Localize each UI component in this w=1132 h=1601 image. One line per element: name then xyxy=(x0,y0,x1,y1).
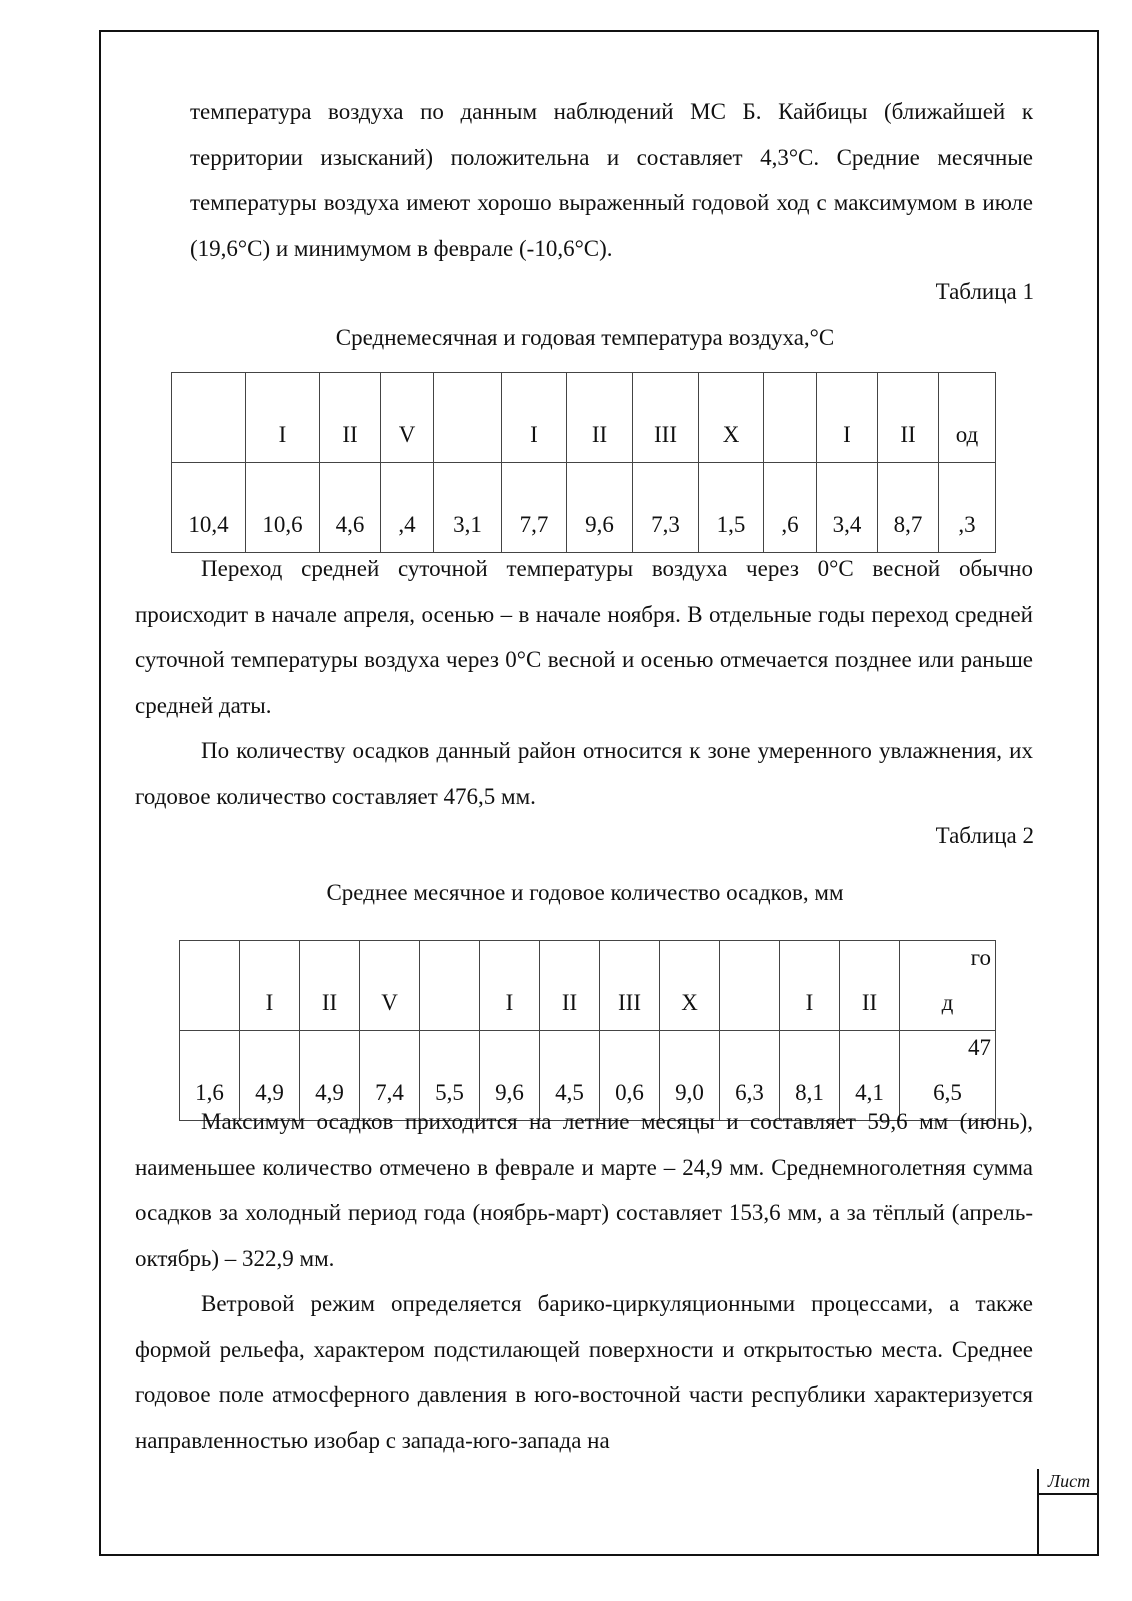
table-cell: 7,7 xyxy=(502,463,567,553)
table-cell: 4,6 xyxy=(320,463,381,553)
table2-label: Таблица 2 xyxy=(935,823,1034,848)
table-cell: III xyxy=(600,941,660,1031)
table-cell: X xyxy=(660,941,720,1031)
table-cell: I xyxy=(480,941,540,1031)
table-cell: I xyxy=(246,373,320,463)
table-cell: ,6 xyxy=(764,463,817,553)
table-cell: 4,9 xyxy=(300,1031,360,1121)
table-cell: 0,6 xyxy=(600,1031,660,1121)
table-cell: 10,6 xyxy=(246,463,320,553)
sheet-label: Лист xyxy=(1039,1469,1099,1495)
table-cell: 4,5 xyxy=(540,1031,600,1121)
table-cell: II xyxy=(300,941,360,1031)
precipitation-table xyxy=(179,940,996,1121)
table1-caption: Среднемесячная и годовая температура воздуха,°С xyxy=(335,325,835,350)
table-cell: 9,6 xyxy=(567,463,633,553)
table-cell: II xyxy=(540,941,600,1031)
table-cell-text: 6,5 xyxy=(933,1080,962,1105)
table-cell: 4,1 xyxy=(840,1031,900,1121)
paragraph-precipitation-details: Максимум осадков приходится на летние месяцы и составляет 59,6 мм (июнь), наименьшее количество отмечено в феврале и марте – 24,9 мм. Среднемноголетняя сумма осадков за холодный период года (ноябрь-март) составляет 153,6 мм, а за тёплый (апрель-октябрь) – 322,9 мм. xyxy=(135,1109,1033,1271)
table-cell: II xyxy=(840,941,900,1031)
table-cell: II xyxy=(878,373,939,463)
table-cell: ,3 xyxy=(939,463,996,553)
table-cell: 5,5 xyxy=(420,1031,480,1121)
table-cell xyxy=(172,373,246,463)
paragraph-wind-regime: Ветровой режим определяется барико-циркуляционными процессами, а также формой рельефа, характером подстилающей поверхности и открытостью места. Среднее годовое поле атмосферного давления в юго-восточной части республики характеризуется направленностью изобар с запада-юго-запада на xyxy=(135,1291,1033,1453)
table-header-row xyxy=(180,941,996,1031)
table-cell: 7,4 xyxy=(360,1031,420,1121)
table-header-row xyxy=(172,373,996,463)
table1-label: Таблица 1 xyxy=(935,279,1034,304)
table-cell: I xyxy=(240,941,300,1031)
table-cell: 9,0 xyxy=(660,1031,720,1121)
table-cell-annual-header xyxy=(900,941,996,1031)
table-cell: 6,3 xyxy=(720,1031,780,1121)
table-cell: 3,4 xyxy=(817,463,878,553)
sheet-number-stamp xyxy=(1037,1469,1099,1556)
table-values-row xyxy=(172,463,996,553)
table-cell: 1,5 xyxy=(699,463,764,553)
table-cell: 7,3 xyxy=(633,463,699,553)
table-cell: V xyxy=(381,373,434,463)
table-cell: 8,1 xyxy=(780,1031,840,1121)
table-cell: 8,7 xyxy=(878,463,939,553)
table-cell: 1,6 xyxy=(180,1031,240,1121)
table-cell-top-text: 47 xyxy=(968,1035,991,1060)
paragraph-air-temperature: температура воздуха по данным наблюдений МС Б. Кайбицы (ближайшей к территории изысканий) положительна и составляет 4,3°С. Средние месячные температуры воздуха имеют хорошо выраженный годовой ход с максимумом в июле (19,6°С) и минимумом в феврале (-10,6°С). xyxy=(190,99,1033,261)
table-cell xyxy=(720,941,780,1031)
table2-caption: Среднее месячное и годовое количество осадков, мм xyxy=(326,880,844,905)
table-cell: од xyxy=(939,373,996,463)
table-cell: 10,4 xyxy=(172,463,246,553)
table-cell: 3,1 xyxy=(434,463,502,553)
table-cell: I xyxy=(817,373,878,463)
table-cell: I xyxy=(780,941,840,1031)
paragraph-zero-transition: Переход средней суточной температуры воздуха через 0°С весной обычно происходит в начале апреля, осенью – в начале ноября. В отдельные годы переход средней суточной температуры воздуха через 0°С весной и осенью отмечается позднее или раньше средней даты. xyxy=(135,556,1033,718)
table-cell: X xyxy=(699,373,764,463)
table-cell: 4,9 xyxy=(240,1031,300,1121)
table-cell: 9,6 xyxy=(480,1031,540,1121)
table-cell xyxy=(180,941,240,1031)
table-cell-top-text: го xyxy=(970,945,991,970)
temperature-table xyxy=(171,372,996,553)
paragraph-precipitation: По количеству осадков данный район относится к зоне умеренного увлажнения, их годовое количество составляет 476,5 мм. xyxy=(135,738,1033,809)
table-cell: III xyxy=(633,373,699,463)
table-cell: II xyxy=(320,373,381,463)
table-cell xyxy=(434,373,502,463)
table-cell: V xyxy=(360,941,420,1031)
table-cell: II xyxy=(567,373,633,463)
table-cell-text: д xyxy=(941,990,954,1015)
table-cell xyxy=(764,373,817,463)
table-cell: ,4 xyxy=(381,463,434,553)
table-cell xyxy=(420,941,480,1031)
table-cell: I xyxy=(502,373,567,463)
